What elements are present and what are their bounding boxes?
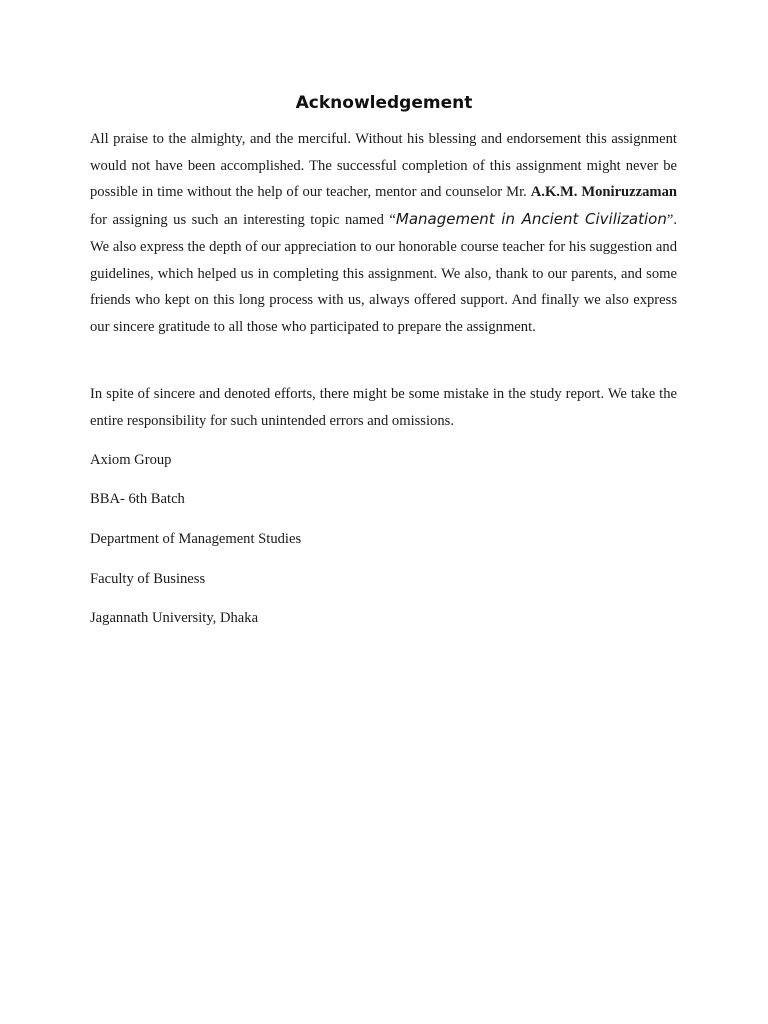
page-title: Acknowledgement [295, 93, 473, 113]
signature-department: Department of Management Studies [90, 531, 302, 547]
signature-batch: BBA- 6th Batch [90, 491, 185, 507]
acknowledgement-paragraph-1 [90, 126, 677, 341]
signature-faculty: Faculty of Business [90, 571, 206, 587]
paragraph-1-tail: ”. We also express the depth of our appreciation to our honorable course teacher for his suggestion and guidelines, which helped us in completing this assignment. We also, thank to our parents, and some friends who kept on this long process with us, always offered support. And finally we also express our sincere gratitude to all those who participated to prepare the assignment. [90, 212, 677, 335]
acknowledgement-paragraph-2 [90, 381, 677, 434]
signature-group: Axiom Group [90, 452, 172, 468]
signature-university: Jagannath University, Dhaka [90, 610, 259, 626]
paragraph-1-middle: for assigning us such an interesting topic named “ [90, 212, 396, 229]
paragraph-2-text: In spite of sincere and denoted efforts, there might be some mistake in the study report. We take the entire responsibility for such unintended errors and omissions. [90, 386, 677, 429]
paragraph-1-lead: All praise to the almighty, and the merciful. Without his blessing and endorsement this assignment would not have been accomplished. The successful completion of this assignment might never be possible in time without the help of our teacher, mentor and counselor Mr. [90, 131, 677, 201]
paragraph-1-text [90, 126, 677, 341]
teacher-name: A.K.M. Moniruzzaman [530, 184, 677, 201]
assignment-topic: Management in Ancient Civilization [395, 210, 667, 229]
